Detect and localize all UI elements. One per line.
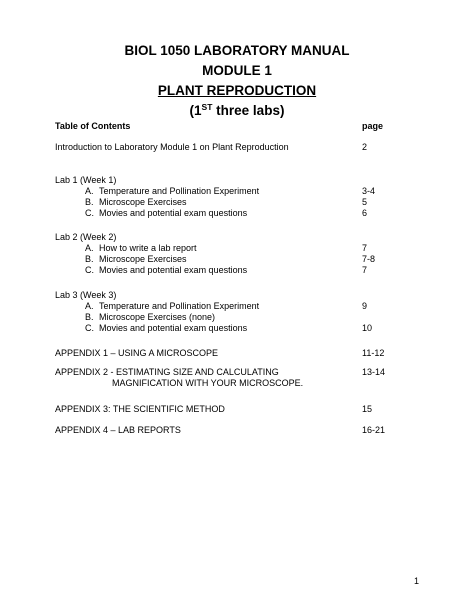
- toc-lab3-item-b: [85, 312, 415, 323]
- toc-appendix-2: APPENDIX 2 - ESTIMATING SIZE AND CALCULATING: [55, 367, 279, 377]
- item-label: Temperature and Pollination Experiment: [99, 186, 260, 196]
- toc-page-lab1-b: 5: [362, 197, 368, 207]
- toc-page-lab1-a: 3-4: [362, 186, 376, 196]
- item-letter: B.: [85, 197, 94, 207]
- item-label: How to write a lab report: [99, 243, 197, 253]
- item-letter: C.: [85, 265, 94, 275]
- toc-entry-intro: Introduction to Laboratory Module 1 on Plant Reproduction: [55, 142, 289, 152]
- item-letter: C.: [85, 208, 94, 218]
- toc-page-lab2-b: 7-8: [362, 254, 376, 264]
- toc-page-heading: page: [362, 121, 384, 131]
- labs-subtitle-sup: ST: [201, 102, 213, 112]
- item-label: Microscope Exercises (none): [99, 312, 216, 322]
- item-label: Temperature and Pollination Experiment: [99, 301, 260, 311]
- toc-appendix-3: APPENDIX 3: THE SCIENTIFIC METHOD: [55, 404, 225, 414]
- topic-title: [0, 81, 474, 101]
- toc-heading: Table of Contents: [55, 121, 131, 131]
- title-block: [0, 41, 474, 121]
- toc-page-appendix-1: 11-12: [362, 348, 385, 358]
- toc-page-intro: 2: [362, 142, 368, 152]
- toc-appendix-1: APPENDIX 1 – USING A MICROSCOPE: [55, 348, 219, 358]
- toc-lab2-heading: Lab 2 (Week 2): [55, 232, 117, 242]
- labs-subtitle-pre: (1: [189, 103, 202, 118]
- toc-page-appendix-2: 13-14: [362, 367, 386, 377]
- item-letter: B.: [85, 254, 94, 264]
- toc-page-lab3-a: 9: [362, 301, 368, 311]
- toc-page-lab2-a: 7: [362, 243, 368, 253]
- labs-subtitle: [0, 101, 474, 121]
- toc-page-appendix-4: 16-21: [362, 425, 386, 435]
- page-number: 1: [414, 576, 420, 586]
- module-title: MODULE 1: [202, 63, 272, 78]
- topic-title-text: PLANT REPRODUCTION: [157, 83, 317, 98]
- toc-lab3-heading: Lab 3 (Week 3): [55, 290, 117, 300]
- item-label: Microscope Exercises: [99, 254, 187, 264]
- toc-lab1-heading: Lab 1 (Week 1): [55, 175, 117, 185]
- item-label: Movies and potential exam questions: [99, 265, 248, 275]
- toc-page-lab3-c: 10: [362, 323, 373, 333]
- toc-page-lab1-c: 6: [362, 208, 368, 218]
- manual-title: BIOL 1050 LABORATORY MANUAL: [124, 43, 350, 58]
- item-label: Microscope Exercises: [99, 197, 187, 207]
- toc-appendix-4: APPENDIX 4 – LAB REPORTS: [55, 425, 181, 435]
- item-label: Movies and potential exam questions: [99, 208, 248, 218]
- item-letter: A.: [85, 301, 94, 311]
- item-letter: C.: [85, 323, 94, 333]
- labs-subtitle-post: three labs): [212, 103, 285, 118]
- toc-page-lab2-c: 7: [362, 265, 368, 275]
- toc-appendix-2-cont: MAGNIFICATION WITH YOUR MICROSCOPE.: [112, 378, 304, 388]
- item-letter: B.: [85, 312, 94, 322]
- item-label: Movies and potential exam questions: [99, 323, 248, 333]
- item-letter: A.: [85, 243, 94, 253]
- toc-page-appendix-3: 15: [362, 404, 373, 414]
- item-letter: A.: [85, 186, 94, 196]
